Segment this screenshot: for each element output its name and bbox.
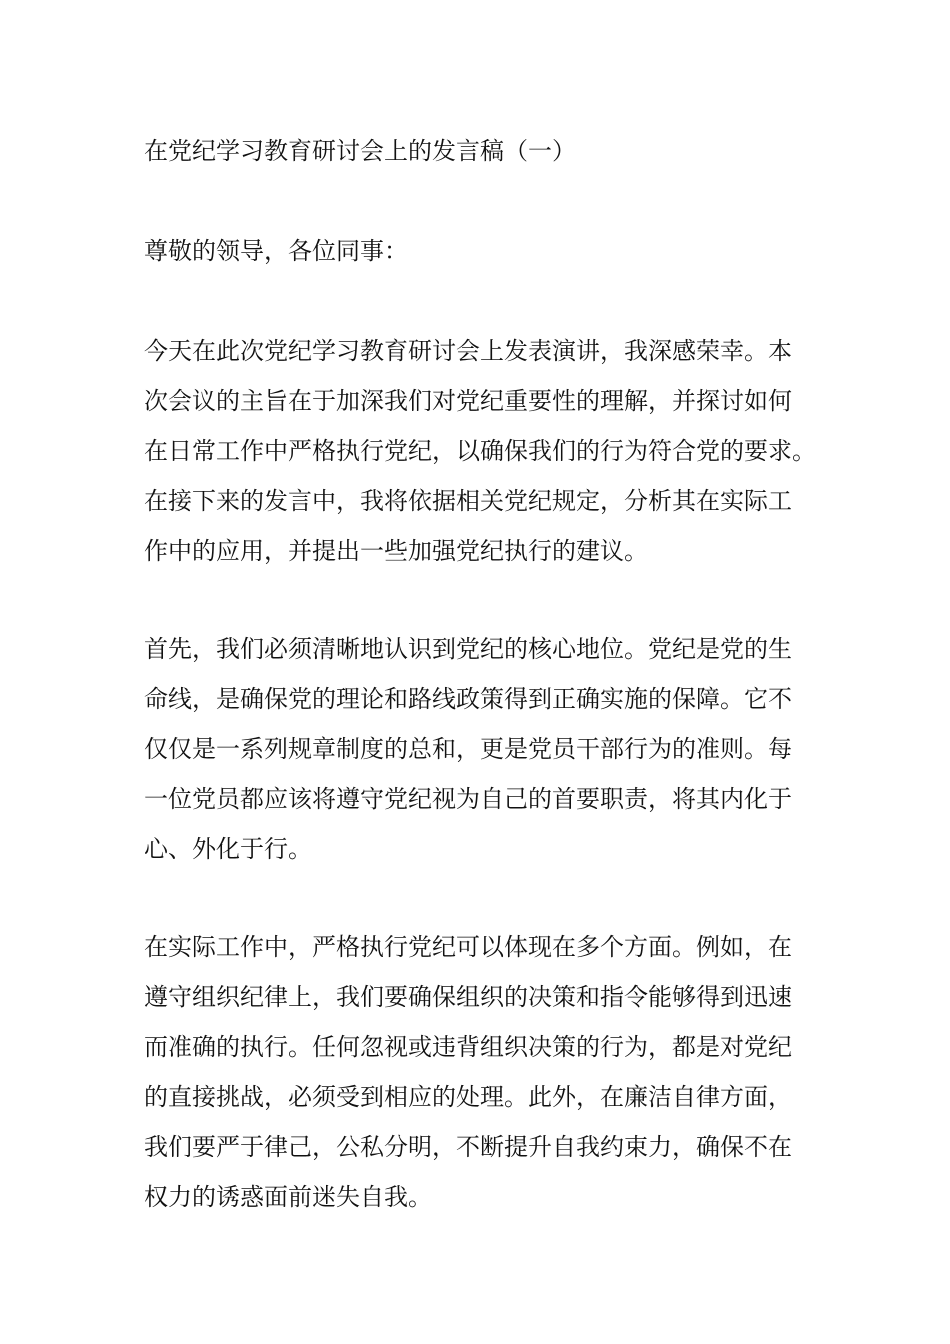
- title-line: 在党纪学习教育研讨会上的发言稿（一）: [144, 137, 576, 165]
- paragraph-line: 仅仅是一系列规章制度的总和，更是党员干部行为的准则。每: [144, 735, 792, 763]
- salutation-line: 尊敬的领导，各位同事：: [144, 237, 408, 265]
- paragraph-line: 心、外化于行。: [144, 835, 312, 863]
- paragraph-line: 遵守组织纪律上，我们要确保组织的决策和指令能够得到迅速: [144, 983, 792, 1011]
- paragraph-line: 的直接挑战，必须受到相应的处理。此外，在廉洁自律方面，: [144, 1083, 792, 1111]
- paragraph-line: 在日常工作中严格执行党纪，以确保我们的行为符合党的要求。: [144, 437, 816, 465]
- paragraph-2: [144, 624, 816, 874]
- paragraph-line: 今天在此次党纪学习教育研讨会上发表演讲，我深感荣幸。本: [144, 337, 792, 365]
- paragraph-line: 我们要严于律己，公私分明，不断提升自我约束力，确保不在: [144, 1133, 792, 1161]
- paragraph-line: 一位党员都应该将遵守党纪视为自己的首要职责，将其内化于: [144, 785, 792, 813]
- paragraph-line: 命线，是确保党的理论和路线政策得到正确实施的保障。它不: [144, 685, 792, 713]
- salutation: [144, 226, 816, 276]
- paragraph-line: 而准确的执行。任何忽视或违背组织决策的行为，都是对党纪: [144, 1033, 792, 1061]
- paragraph-line: 作中的应用，并提出一些加强党纪执行的建议。: [144, 537, 648, 565]
- paragraph-line: 首先，我们必须清晰地认识到党纪的核心地位。党纪是党的生: [144, 635, 792, 663]
- document-title: [144, 126, 816, 176]
- paragraph-line: 在接下来的发言中，我将依据相关党纪规定，分析其在实际工: [144, 487, 792, 515]
- paragraph-1: [144, 326, 816, 576]
- paragraph-line: 在实际工作中，严格执行党纪可以体现在多个方面。例如，在: [144, 933, 792, 961]
- paragraph-line: 次会议的主旨在于加深我们对党纪重要性的理解，并探讨如何: [144, 387, 792, 415]
- paragraph-line: 权力的诱惑面前迷失自我。: [144, 1183, 432, 1211]
- paragraph-3: [144, 922, 816, 1222]
